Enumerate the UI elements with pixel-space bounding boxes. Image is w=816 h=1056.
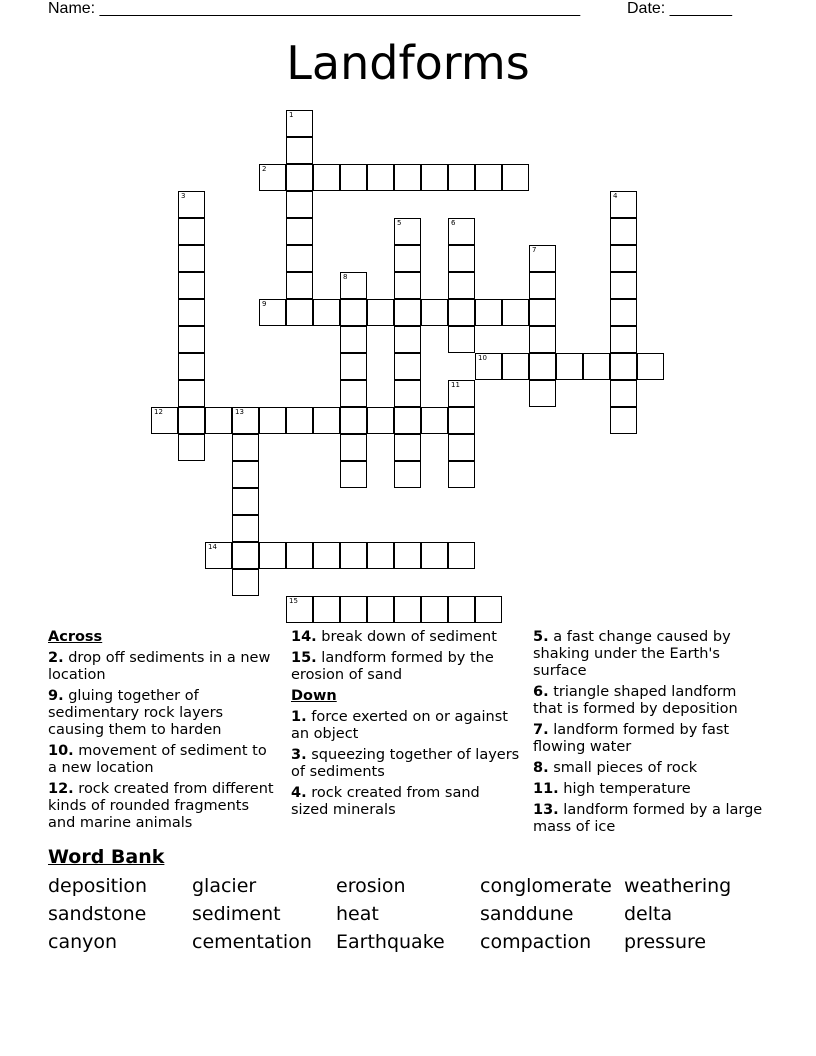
crossword-cell[interactable] [502, 164, 529, 191]
crossword-cell[interactable] [394, 380, 421, 407]
clue-number: 14 [208, 543, 217, 551]
crossword-cell[interactable] [178, 191, 205, 218]
crossword-cell[interactable] [178, 353, 205, 380]
clue-across-12: 12. rock created from different kinds of rounded fragments and marine animals [48, 781, 274, 831]
clue-number: 15 [289, 597, 298, 605]
clue-down-8: 8. small pieces of rock [533, 760, 698, 776]
word-bank-word: canyon [48, 931, 118, 953]
clue-across-15: 15. landform formed by the erosion of sand [291, 650, 494, 683]
page-title: Landforms [286, 36, 530, 90]
crossword-cell[interactable] [367, 542, 394, 569]
crossword-cell[interactable] [340, 353, 367, 380]
crossword-cell[interactable] [205, 407, 232, 434]
word-bank-word: delta [624, 903, 673, 925]
crossword-cell[interactable] [340, 596, 367, 623]
word-bank-word: conglomerate [480, 875, 612, 897]
clue-number: 7 [532, 246, 537, 254]
crossword-cell[interactable] [178, 434, 205, 461]
word-bank-word: deposition [48, 875, 148, 897]
crossword-cell[interactable] [610, 407, 637, 434]
crossword-cell[interactable] [178, 218, 205, 245]
crossword-cell[interactable] [448, 380, 475, 407]
crossword-cell[interactable] [286, 245, 313, 272]
crossword-cell[interactable] [529, 326, 556, 353]
crossword-cell[interactable] [178, 380, 205, 407]
crossword-cell[interactable] [286, 299, 313, 326]
crossword-cell[interactable] [610, 299, 637, 326]
crossword-cell[interactable] [448, 164, 475, 191]
crossword-cell[interactable] [448, 407, 475, 434]
crossword-cell[interactable] [529, 353, 556, 380]
clue-number: 10 [478, 354, 487, 362]
crossword-cell[interactable] [340, 380, 367, 407]
crossword-cell[interactable] [502, 299, 529, 326]
clue-across-9: 9. gluing together of sedimentary rock layers causing them to harden [48, 688, 224, 738]
crossword-cell[interactable] [259, 164, 286, 191]
crossword-cell[interactable] [610, 326, 637, 353]
word-bank-word: sandstone [48, 903, 147, 925]
clue-down-3: 3. squeezing together of layers of sediments [291, 747, 520, 780]
crossword-cell[interactable] [421, 299, 448, 326]
crossword-cell[interactable] [232, 407, 259, 434]
crossword-cell[interactable] [610, 218, 637, 245]
crossword-cell[interactable] [637, 353, 664, 380]
crossword-cell[interactable] [529, 245, 556, 272]
crossword-cell[interactable] [286, 164, 313, 191]
crossword-cell[interactable] [340, 434, 367, 461]
crossword-cell[interactable] [394, 434, 421, 461]
clue-number: 12 [154, 408, 163, 416]
clue-down-1: 1. force exerted on or against an object [291, 709, 508, 742]
crossword-cell[interactable] [421, 596, 448, 623]
word-bank-word: weathering [624, 875, 732, 897]
crossword-cell[interactable] [448, 461, 475, 488]
crossword-cell[interactable] [286, 137, 313, 164]
crossword-cell[interactable] [448, 542, 475, 569]
crossword-cell[interactable] [313, 596, 340, 623]
down-heading: Down [291, 688, 337, 704]
crossword-cell[interactable] [340, 407, 367, 434]
crossword-cell[interactable] [340, 542, 367, 569]
crossword-cell[interactable] [286, 542, 313, 569]
crossword-cell[interactable] [340, 164, 367, 191]
clue-down-6: 6. triangle shaped landform that is formed by deposition [533, 684, 738, 717]
crossword-cell[interactable] [394, 461, 421, 488]
crossword-cell[interactable] [502, 353, 529, 380]
word-bank-word: Earthquake [336, 931, 445, 953]
crossword-cell[interactable] [232, 542, 259, 569]
word-bank-word: erosion [336, 875, 406, 897]
crossword-cell[interactable] [340, 299, 367, 326]
crossword-cell[interactable] [448, 245, 475, 272]
word-bank-word: cementation [192, 931, 312, 953]
crossword-cell[interactable] [178, 245, 205, 272]
word-bank-word: compaction [480, 931, 592, 953]
crossword-cell[interactable] [205, 542, 232, 569]
crossword-cell[interactable] [421, 542, 448, 569]
crossword-cell[interactable] [475, 164, 502, 191]
crossword-cell[interactable] [448, 218, 475, 245]
crossword-cell[interactable] [313, 407, 340, 434]
clues-column-3 [533, 629, 765, 840]
crossword-cell[interactable] [367, 299, 394, 326]
clue-across-10: 10. movement of sediment to a new location [48, 743, 267, 776]
crossword-cell[interactable] [259, 542, 286, 569]
crossword-cell[interactable] [232, 461, 259, 488]
crossword-cell[interactable] [367, 407, 394, 434]
crossword-cell[interactable] [394, 245, 421, 272]
crossword-cell[interactable] [394, 353, 421, 380]
crossword-cell[interactable] [610, 353, 637, 380]
clues-column-2 [291, 629, 521, 823]
crossword-cell[interactable] [475, 596, 502, 623]
crossword-cell[interactable] [583, 353, 610, 380]
crossword-cell[interactable] [394, 272, 421, 299]
across-heading: Across [48, 629, 103, 645]
crossword-cell[interactable] [556, 353, 583, 380]
crossword-cell[interactable] [340, 461, 367, 488]
crossword-cell[interactable] [529, 272, 556, 299]
crossword-cell[interactable] [421, 164, 448, 191]
crossword-cell[interactable] [259, 299, 286, 326]
date-field-label: Date: _______ [627, 0, 732, 17]
crossword-cell[interactable] [529, 380, 556, 407]
crossword-cell[interactable] [421, 407, 448, 434]
crossword-cell[interactable] [394, 218, 421, 245]
clue-down-4: 4. rock created from sand sized minerals [291, 785, 480, 818]
crossword-cell[interactable] [340, 272, 367, 299]
clue-down-13: 13. landform formed by a large mass of ice [533, 802, 763, 835]
crossword-cell[interactable] [232, 488, 259, 515]
clue-number: 6 [451, 219, 456, 227]
crossword-cell[interactable] [448, 272, 475, 299]
word-bank-word: sanddune [480, 903, 574, 925]
crossword-cell[interactable] [178, 326, 205, 353]
word-bank-word: heat [336, 903, 379, 925]
crossword-cell[interactable] [610, 272, 637, 299]
clue-number: 11 [451, 381, 460, 389]
clue-number: 1 [289, 111, 294, 119]
crossword-cell[interactable] [394, 299, 421, 326]
crossword-cell[interactable] [394, 542, 421, 569]
crossword-cell[interactable] [448, 596, 475, 623]
crossword-cell[interactable] [178, 272, 205, 299]
crossword-cell[interactable] [313, 542, 340, 569]
crossword-cell[interactable] [286, 272, 313, 299]
word-bank-title: Word Bank [48, 846, 165, 868]
crossword-cell[interactable] [151, 407, 178, 434]
crossword-cell[interactable] [286, 407, 313, 434]
clue-across-2: 2. drop off sediments in a new location [48, 650, 271, 683]
clue-number: 13 [235, 408, 244, 416]
crossword-cell[interactable] [178, 407, 205, 434]
crossword-cell[interactable] [367, 596, 394, 623]
crossword-cell[interactable] [178, 299, 205, 326]
crossword-cell[interactable] [610, 191, 637, 218]
crossword-cell[interactable] [367, 164, 394, 191]
clues-column-1 [48, 629, 280, 836]
crossword-cell[interactable] [232, 569, 259, 596]
clue-number: 2 [262, 165, 267, 173]
clue-number: 8 [343, 273, 348, 281]
crossword-cell[interactable] [394, 164, 421, 191]
crossword-cell[interactable] [610, 380, 637, 407]
crossword-cell[interactable] [448, 434, 475, 461]
crossword-cell[interactable] [394, 407, 421, 434]
crossword-cell[interactable] [610, 245, 637, 272]
clue-down-11: 11. high temperature [533, 781, 691, 797]
word-bank-word: sediment [192, 903, 281, 925]
clue-down-7: 7. landform formed by fast flowing water [533, 722, 730, 755]
crossword-cell[interactable] [448, 299, 475, 326]
crossword-cell[interactable] [448, 326, 475, 353]
clue-down-5: 5. a fast change caused by shaking under the Earth's surface [533, 629, 731, 679]
crossword-cell[interactable] [286, 218, 313, 245]
crossword-cell[interactable] [259, 407, 286, 434]
clue-number: 5 [397, 219, 402, 227]
crossword-cell[interactable] [286, 596, 313, 623]
crossword-cell[interactable] [313, 299, 340, 326]
crossword-cell[interactable] [394, 326, 421, 353]
clue-number: 3 [181, 192, 186, 200]
word-bank-word: glacier [192, 875, 257, 897]
crossword-cell[interactable] [340, 326, 367, 353]
crossword-cell[interactable] [232, 434, 259, 461]
clue-number: 9 [262, 300, 267, 308]
clue-across-14: 14. break down of sediment [291, 629, 497, 645]
crossword-cell[interactable] [529, 299, 556, 326]
crossword-cell[interactable] [475, 299, 502, 326]
crossword-cell[interactable] [475, 353, 502, 380]
word-bank-word: pressure [624, 931, 707, 953]
clue-number: 4 [613, 192, 618, 200]
crossword-cell[interactable] [394, 596, 421, 623]
name-field-label: Name: ______________________________________________________ [48, 0, 581, 17]
crossword-cell[interactable] [286, 110, 313, 137]
crossword-cell[interactable] [286, 191, 313, 218]
crossword-cell[interactable] [232, 515, 259, 542]
crossword-cell[interactable] [313, 164, 340, 191]
